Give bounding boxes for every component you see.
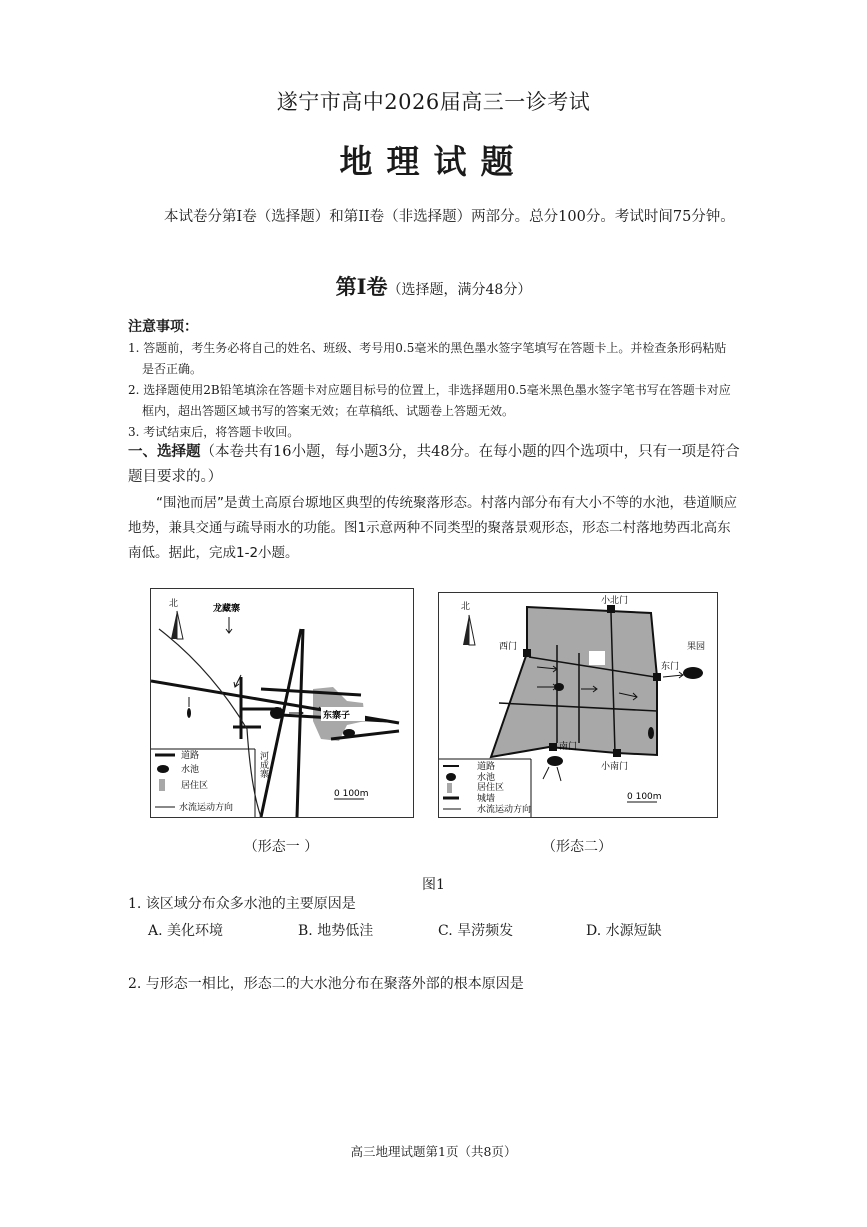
open-space bbox=[589, 651, 605, 665]
legend-pond-symbol bbox=[157, 765, 169, 773]
question-1-stem: 1. 该区域分布众多水池的主要原因是 bbox=[128, 896, 356, 912]
page-footer: 高三地理试题第1页（共8页） bbox=[350, 1144, 517, 1159]
map2-legend-residential: 居住区 bbox=[477, 783, 505, 793]
notice-list bbox=[128, 338, 740, 443]
map1-legend-flow: 水流运动方向 bbox=[179, 803, 234, 813]
notice-item-3: 3. 考试结束后，将答题卡收回。 bbox=[128, 425, 300, 439]
question-1-option-c: C. 旱涝频发 bbox=[438, 923, 514, 939]
section-heading bbox=[128, 440, 740, 490]
legend-residential-symbol bbox=[159, 779, 165, 791]
map1-label-longcang: 龙藏寨 bbox=[213, 604, 241, 614]
map2-label-ximen: 西门 bbox=[499, 642, 518, 652]
map1-legend-pond: 水池 bbox=[181, 765, 200, 775]
map-form-two bbox=[438, 592, 718, 818]
map2-legend-flow: 水流运动方向 bbox=[477, 805, 532, 815]
notice-item-2-cont: 框内，超出答题区域书写的答案无效；在草稿纸、试题卷上答题无效。 bbox=[142, 404, 515, 418]
north-arrow bbox=[463, 615, 475, 645]
notice-item-2: 2. 选择题使用2B铅笔填涂在答题卡对应题目标号的位置上，非选择题用0.5毫米黑色墨水签字笔书写在答题卡对应 bbox=[128, 383, 731, 397]
map1-label-dongzhai: 东寨子 bbox=[323, 711, 351, 721]
part-title bbox=[0, 271, 867, 301]
walled-settlement bbox=[491, 607, 657, 757]
map2-label-xiaonanmen: 小南门 bbox=[601, 762, 629, 772]
flow-arrows bbox=[189, 617, 329, 717]
question-1-option-d: D. 水源短缺 bbox=[586, 923, 662, 939]
part-title-main: 第Ⅰ卷 bbox=[335, 274, 388, 299]
exam-title: 遂宁市高中2026届高三一诊考试 bbox=[276, 90, 591, 114]
map2-legend-pond: 水池 bbox=[477, 773, 496, 783]
map1-label-hecheng: 河成寨 bbox=[258, 751, 268, 778]
map2-label-xiaobeimen: 小北门 bbox=[601, 596, 629, 606]
map2-label-nanmen: 南门 bbox=[559, 742, 578, 752]
map2-label-dongmen: 东门 bbox=[661, 662, 680, 672]
part-title-sub: （选择题，满分48分） bbox=[387, 282, 532, 298]
section-desc: （本卷共有16小题，每小题3分，共48分。在每小题的四个选项中，只有一项是符合题目要求的。） bbox=[128, 444, 740, 485]
subject-title: 地理试题 bbox=[339, 142, 528, 181]
map2-caption: （形态二） bbox=[542, 839, 612, 855]
map2-scale: 0 100m bbox=[627, 792, 662, 802]
north-arrow bbox=[171, 611, 183, 639]
map2-north-label: 北 bbox=[461, 602, 471, 612]
pond bbox=[270, 707, 284, 719]
map1-legend-road: 道路 bbox=[181, 751, 200, 761]
question-1-option-b: B. 地势低洼 bbox=[298, 923, 374, 939]
map2-label-guoyuan: 果园 bbox=[687, 642, 706, 652]
question-1-option-a: A. 美化环境 bbox=[148, 923, 224, 939]
map1-north-label: 北 bbox=[169, 599, 179, 609]
notice-heading: 注意事项： bbox=[128, 319, 198, 335]
pond bbox=[187, 708, 191, 718]
map2-legend-road: 道路 bbox=[477, 762, 496, 772]
reading-passage: “围池而居”是黄土高原台塬地区典型的传统聚落形态。村落内部分布有大小不等的水池，巷道顺应地势，兼具交通与疏导雨水的功能。图1示意两种不同类型的聚落景观形态，形态二村落地势西北高东南低。据此，完成1-2小题。 bbox=[128, 495, 737, 561]
map-form-one bbox=[150, 588, 414, 818]
map2-legend-wall: 城墙 bbox=[477, 794, 496, 804]
map1-caption: （形态一 ） bbox=[243, 839, 319, 855]
section-label: 一、选择题 bbox=[128, 444, 201, 460]
question-2-stem: 2. 与形态一相比，形态二的大水池分布在聚落外部的根本原因是 bbox=[128, 976, 524, 992]
pond bbox=[343, 729, 355, 737]
map1-scale: 0 100m bbox=[334, 789, 369, 799]
legend-pond-symbol bbox=[446, 773, 456, 781]
notice-item-1: 1. 答题前，考生务必将自己的姓名、班级、考号用0.5毫米的黑色墨水签字笔填写在答题卡上。并检查条形码粘贴 bbox=[128, 341, 727, 355]
notice-item-1-cont: 是否正确。 bbox=[142, 362, 203, 376]
map-form-two-drawing bbox=[439, 593, 717, 817]
figure-title: 图1 bbox=[422, 877, 445, 893]
map-form-one-drawing bbox=[151, 589, 413, 817]
legend-residential-symbol bbox=[447, 783, 452, 793]
stream-line bbox=[159, 629, 261, 817]
map1-legend-residential: 居住区 bbox=[181, 781, 209, 791]
intro-paragraph: 本试卷分第Ⅰ卷（选择题）和第II卷（非选择题）两部分。总分100分。考试时间75分钟。 bbox=[164, 209, 735, 225]
